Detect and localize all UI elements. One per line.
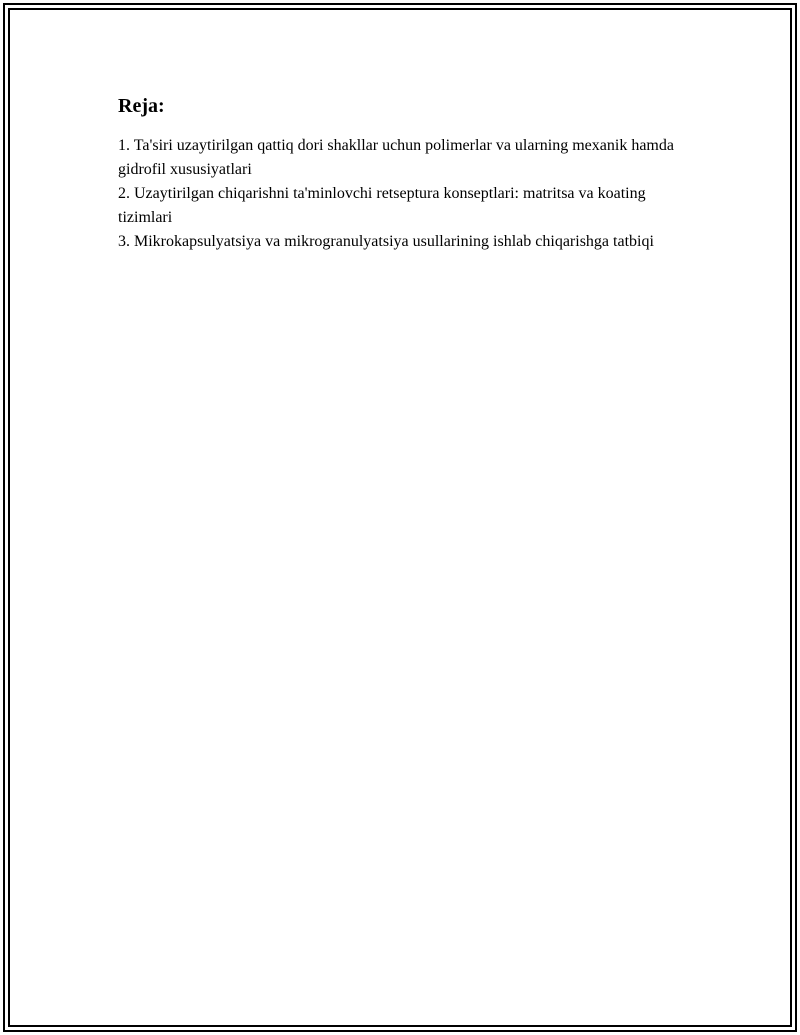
document-body — [118, 94, 698, 254]
plan-item-1: 1. Ta'siri uzaytirilgan qattiq dori shakllar uchun polimerlar va ularning mexanik hamda gidrofil xususiyatlari — [118, 137, 674, 178]
plan-item-3: 3. Mikrokapsulyatsiya va mikrogranulyatsiya usullarining ishlab chiqarishga tatbiqi — [118, 233, 654, 250]
plan-item-2: 2. Uzaytirilgan chiqarishni ta'minlovchi retseptura konseptlari: matritsa va koating tizimlari — [118, 185, 646, 226]
plan-heading: Reja: — [118, 95, 165, 117]
plan-list — [118, 134, 698, 254]
